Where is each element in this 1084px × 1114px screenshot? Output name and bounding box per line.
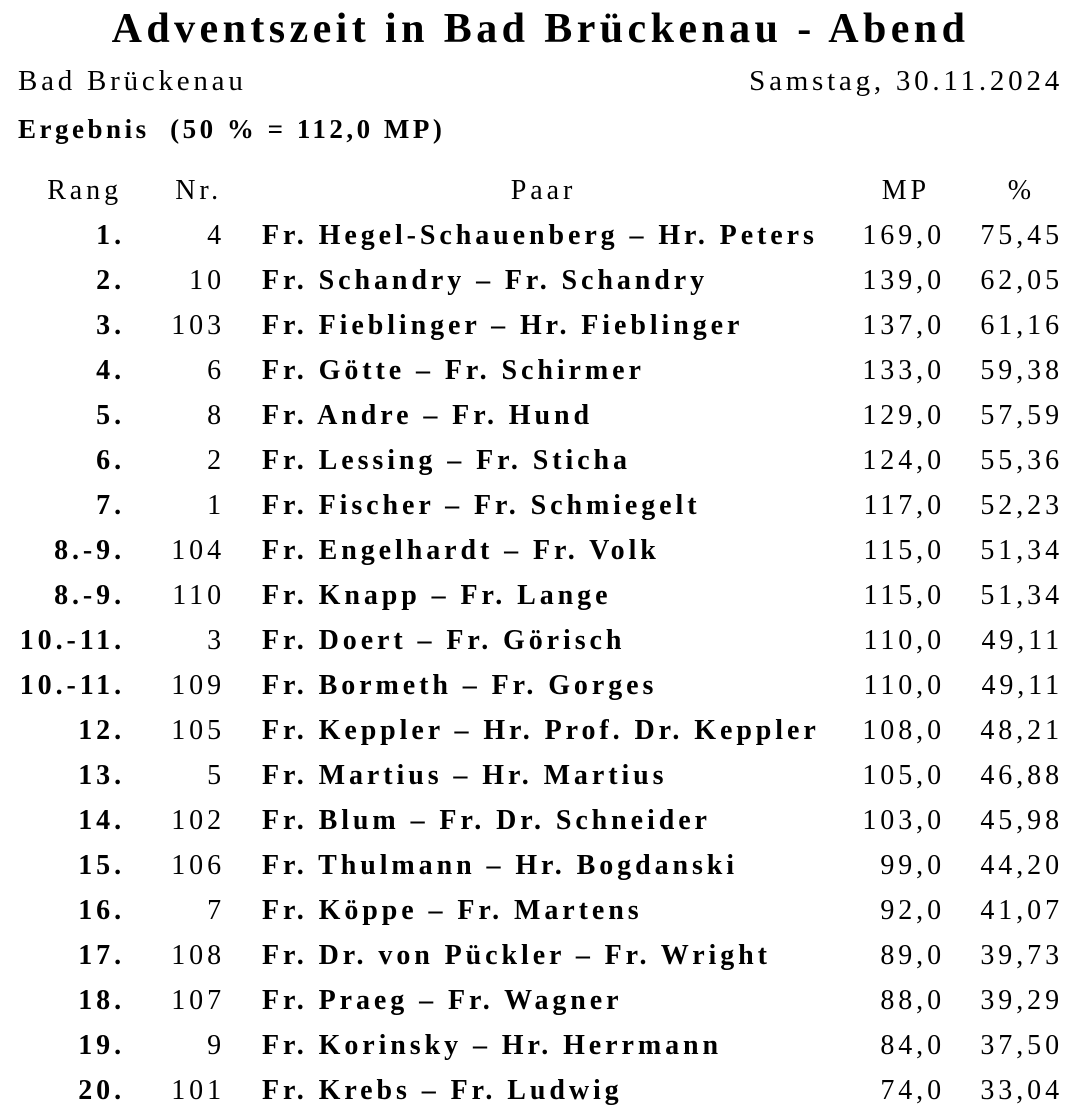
- rank-cell: 15.: [78, 850, 125, 881]
- page-title: Adventszeit in Bad Brückenau - Abend: [111, 6, 970, 52]
- table-row: [18, 1068, 1063, 1113]
- mp-cell: 117,0: [863, 490, 945, 521]
- mp-cell: 133,0: [862, 355, 945, 386]
- column-header-nr: Nr.: [175, 175, 222, 206]
- meta-row: [18, 62, 1063, 100]
- rank-cell: 5.: [96, 400, 125, 431]
- mp-cell: 110,0: [863, 625, 945, 656]
- rank-cell: 3.: [96, 310, 125, 341]
- mp-cell: 139,0: [862, 265, 945, 296]
- pair-number-cell: 106: [171, 850, 225, 881]
- rank-cell: 16.: [78, 895, 125, 926]
- rank-cell: 8.-9.: [54, 580, 125, 611]
- column-header-mp: MP: [881, 175, 930, 206]
- pair-number-cell: 101: [171, 1075, 225, 1106]
- percent-cell: 37,50: [980, 1030, 1063, 1061]
- percent-cell: 48,21: [980, 715, 1063, 746]
- mp-cell: 115,0: [863, 535, 945, 566]
- table-row: [18, 663, 1063, 708]
- percent-cell: 49,11: [981, 670, 1063, 701]
- pair-names-cell: Fr. Krebs – Fr. Ludwig: [262, 1075, 623, 1106]
- rank-cell: 8.-9.: [54, 535, 125, 566]
- pair-names-cell: Fr. Götte – Fr. Schirmer: [262, 355, 645, 386]
- pair-number-cell: 108: [171, 940, 225, 971]
- percent-cell: 33,04: [980, 1075, 1063, 1106]
- percent-cell: 39,29: [980, 985, 1063, 1016]
- pair-names-cell: Fr. Korinsky – Hr. Herrmann: [262, 1030, 722, 1061]
- pair-number-cell: 4: [207, 220, 225, 251]
- header-row: [18, 168, 1063, 213]
- pair-number-cell: 109: [171, 670, 225, 701]
- pair-number-cell: 5: [207, 760, 225, 791]
- pair-number-cell: 104: [171, 535, 225, 566]
- results-table-body: [18, 213, 1063, 1113]
- table-row: [18, 573, 1063, 618]
- rank-cell: 17.: [78, 940, 125, 971]
- percent-cell: 61,16: [980, 310, 1063, 341]
- rank-cell: 2.: [96, 265, 125, 296]
- rank-cell: 10.-11.: [19, 670, 125, 701]
- pair-names-cell: Fr. Thulmann – Hr. Bogdanski: [262, 850, 738, 881]
- pair-number-cell: 6: [207, 355, 225, 386]
- mp-cell: 88,0: [880, 985, 945, 1016]
- mp-cell: 103,0: [862, 805, 945, 836]
- table-row: [18, 303, 1063, 348]
- mp-cell: 89,0: [880, 940, 945, 971]
- percent-cell: 44,20: [980, 850, 1063, 881]
- rank-cell: 10.-11.: [19, 625, 125, 656]
- percent-cell: 51,34: [980, 535, 1063, 566]
- pair-names-cell: Fr. Fischer – Fr. Schmiegelt: [262, 490, 701, 521]
- pair-number-cell: 103: [171, 310, 225, 341]
- table-row: [18, 933, 1063, 978]
- mp-cell: 169,0: [862, 220, 945, 251]
- rank-cell: 18.: [78, 985, 125, 1016]
- table-row: [18, 708, 1063, 753]
- pair-number-cell: 9: [207, 1030, 225, 1061]
- pair-names-cell: Fr. Schandry – Fr. Schandry: [262, 265, 709, 296]
- pair-number-cell: 105: [171, 715, 225, 746]
- pair-names-cell: Fr. Keppler – Hr. Prof. Dr. Keppler: [262, 715, 820, 746]
- rank-cell: 1.: [96, 220, 125, 251]
- pair-names-cell: Fr. Bormeth – Fr. Gorges: [262, 670, 658, 701]
- pair-names-cell: Fr. Engelhardt – Fr. Volk: [262, 535, 660, 566]
- table-row: [18, 438, 1063, 483]
- table-row: [18, 348, 1063, 393]
- pair-names-cell: Fr. Martius – Hr. Martius: [262, 760, 668, 791]
- pair-number-cell: 8: [207, 400, 225, 431]
- result-summary: Ergebnis (50 % = 112,0 MP): [18, 114, 446, 144]
- table-row: [18, 213, 1063, 258]
- pair-names-cell: Fr. Knapp – Fr. Lange: [262, 580, 612, 611]
- percent-cell: 57,59: [980, 400, 1063, 431]
- pair-number-cell: 102: [171, 805, 225, 836]
- table-row: [18, 843, 1063, 888]
- table-row: [18, 888, 1063, 933]
- rank-cell: 20.: [78, 1075, 125, 1106]
- pair-number-cell: 7: [207, 895, 225, 926]
- pair-names-cell: Fr. Fieblinger – Hr. Fieblinger: [262, 310, 744, 341]
- pair-names-cell: Fr. Lessing – Fr. Sticha: [262, 445, 631, 476]
- pair-number-cell: 107: [171, 985, 225, 1016]
- percent-cell: 49,11: [981, 625, 1063, 656]
- results-table-header: [18, 168, 1063, 213]
- mp-cell: 92,0: [880, 895, 945, 926]
- date-label: Samstag, 30.11.2024: [749, 65, 1063, 97]
- pair-number-cell: 2: [207, 445, 225, 476]
- table-row: [18, 528, 1063, 573]
- rank-cell: 14.: [78, 805, 125, 836]
- pair-names-cell: Fr. Dr. von Pückler – Fr. Wright: [262, 940, 771, 971]
- column-header-rang: Rang: [47, 175, 122, 206]
- mp-cell: 110,0: [863, 670, 945, 701]
- mp-cell: 99,0: [880, 850, 945, 881]
- pair-names-cell: Fr. Andre – Fr. Hund: [262, 400, 593, 431]
- pair-names-cell: Fr. Köppe – Fr. Martens: [262, 895, 643, 926]
- rank-cell: 4.: [96, 355, 125, 386]
- table-row: [18, 618, 1063, 663]
- mp-cell: 115,0: [863, 580, 945, 611]
- percent-cell: 41,07: [980, 895, 1063, 926]
- results-table: [18, 168, 1063, 1113]
- percent-cell: 51,34: [980, 580, 1063, 611]
- mp-cell: 84,0: [880, 1030, 945, 1061]
- percent-cell: 52,23: [980, 490, 1063, 521]
- pair-names-cell: Fr. Praeg – Fr. Wagner: [262, 985, 623, 1016]
- pair-names-cell: Fr. Blum – Fr. Dr. Schneider: [262, 805, 711, 836]
- pair-number-cell: 3: [207, 625, 225, 656]
- mp-cell: 129,0: [862, 400, 945, 431]
- location-label: Bad Brückenau: [18, 65, 247, 97]
- table-row: [18, 393, 1063, 438]
- rank-cell: 7.: [96, 490, 125, 521]
- column-header-percent: %: [1007, 175, 1035, 206]
- mp-cell: 105,0: [862, 760, 945, 791]
- table-row: [18, 753, 1063, 798]
- rank-cell: 12.: [78, 715, 125, 746]
- mp-cell: 74,0: [880, 1075, 945, 1106]
- table-row: [18, 978, 1063, 1023]
- percent-cell: 75,45: [980, 220, 1063, 251]
- percent-cell: 39,73: [980, 940, 1063, 971]
- mp-cell: 108,0: [862, 715, 945, 746]
- mp-cell: 124,0: [862, 445, 945, 476]
- rank-cell: 6.: [96, 445, 125, 476]
- rank-cell: 13.: [78, 760, 125, 791]
- percent-cell: 46,88: [980, 760, 1063, 791]
- percent-cell: 59,38: [980, 355, 1063, 386]
- pair-number-cell: 10: [189, 265, 225, 296]
- rank-cell: 19.: [78, 1030, 125, 1061]
- pair-number-cell: 110: [172, 580, 225, 611]
- pair-names-cell: Fr. Doert – Fr. Görisch: [262, 625, 626, 656]
- percent-cell: 55,36: [980, 445, 1063, 476]
- pair-names-cell: Fr. Hegel-Schauenberg – Hr. Peters: [262, 220, 818, 251]
- table-row: [18, 258, 1063, 303]
- table-row: [18, 1023, 1063, 1068]
- table-row: [18, 798, 1063, 843]
- percent-cell: 45,98: [980, 805, 1063, 836]
- pair-number-cell: 1: [207, 490, 225, 521]
- column-header-paar: Paar: [510, 175, 577, 206]
- table-row: [18, 483, 1063, 528]
- mp-cell: 137,0: [862, 310, 945, 341]
- percent-cell: 62,05: [980, 265, 1063, 296]
